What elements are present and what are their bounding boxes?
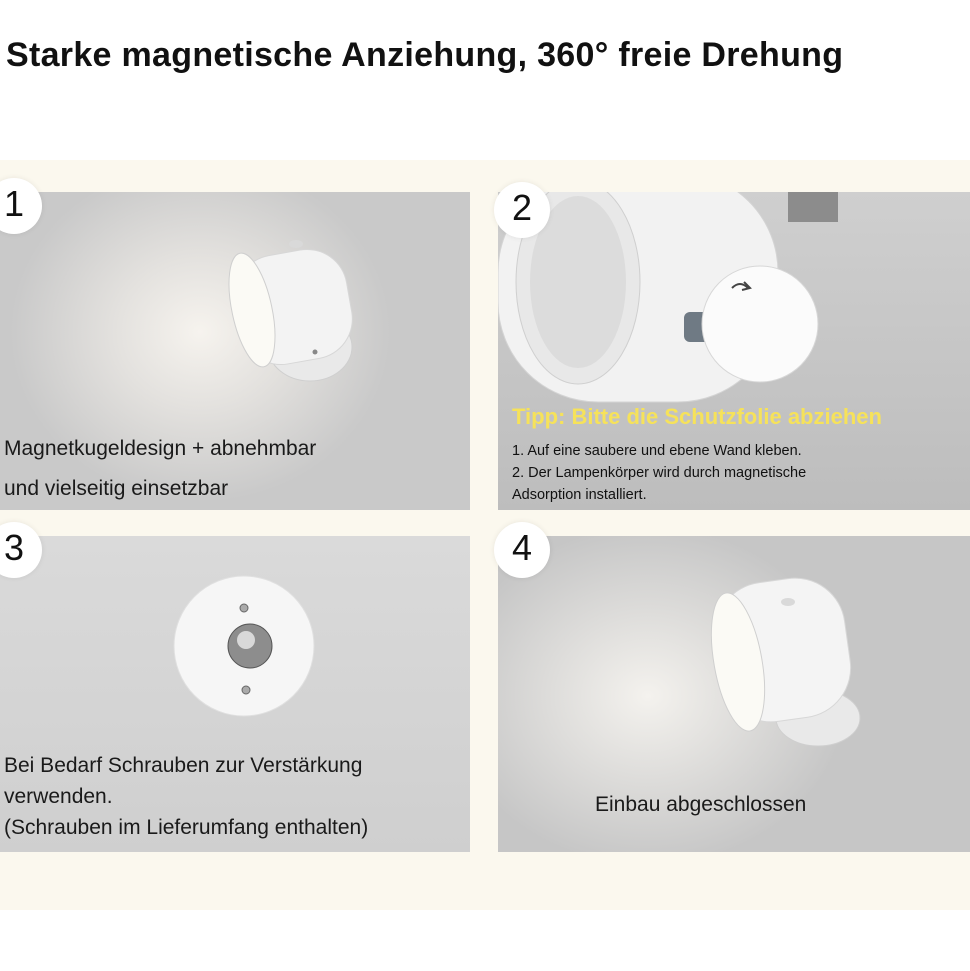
step-4-caption	[595, 788, 806, 821]
tip-body	[512, 440, 962, 506]
tip-line: 2. Der Lampenkörper wird durch magnetische	[512, 465, 807, 481]
caption-line: und vielseitig einsetzbar	[4, 477, 229, 500]
step-1-caption	[4, 432, 464, 505]
headline: Starke magnetische Anziehung, 360° freie Drehung	[6, 36, 844, 74]
caption-line: Einbau abgeschlossen	[595, 793, 807, 816]
step-3-caption	[4, 750, 464, 843]
tip-line: Adsorption installiert.	[512, 487, 647, 503]
step-number-2: 2	[494, 182, 550, 238]
tip-title: Tipp: Bitte die Schutzfolie abziehen	[512, 404, 882, 429]
tip-line: 1. Auf eine saubere und ebene Wand kleben.	[512, 443, 802, 459]
step-number-4: 4	[494, 522, 550, 578]
caption-line: verwenden.	[4, 785, 113, 808]
caption-line: Bei Bedarf Schrauben zur Verstärkung	[4, 754, 363, 777]
caption-line: Magnetkugeldesign + abnehmbar	[4, 437, 317, 460]
caption-line: (Schrauben im Lieferumfang enthalten)	[4, 816, 369, 839]
step-number-3: 3	[0, 522, 42, 578]
step-number-1: 1	[0, 178, 42, 234]
